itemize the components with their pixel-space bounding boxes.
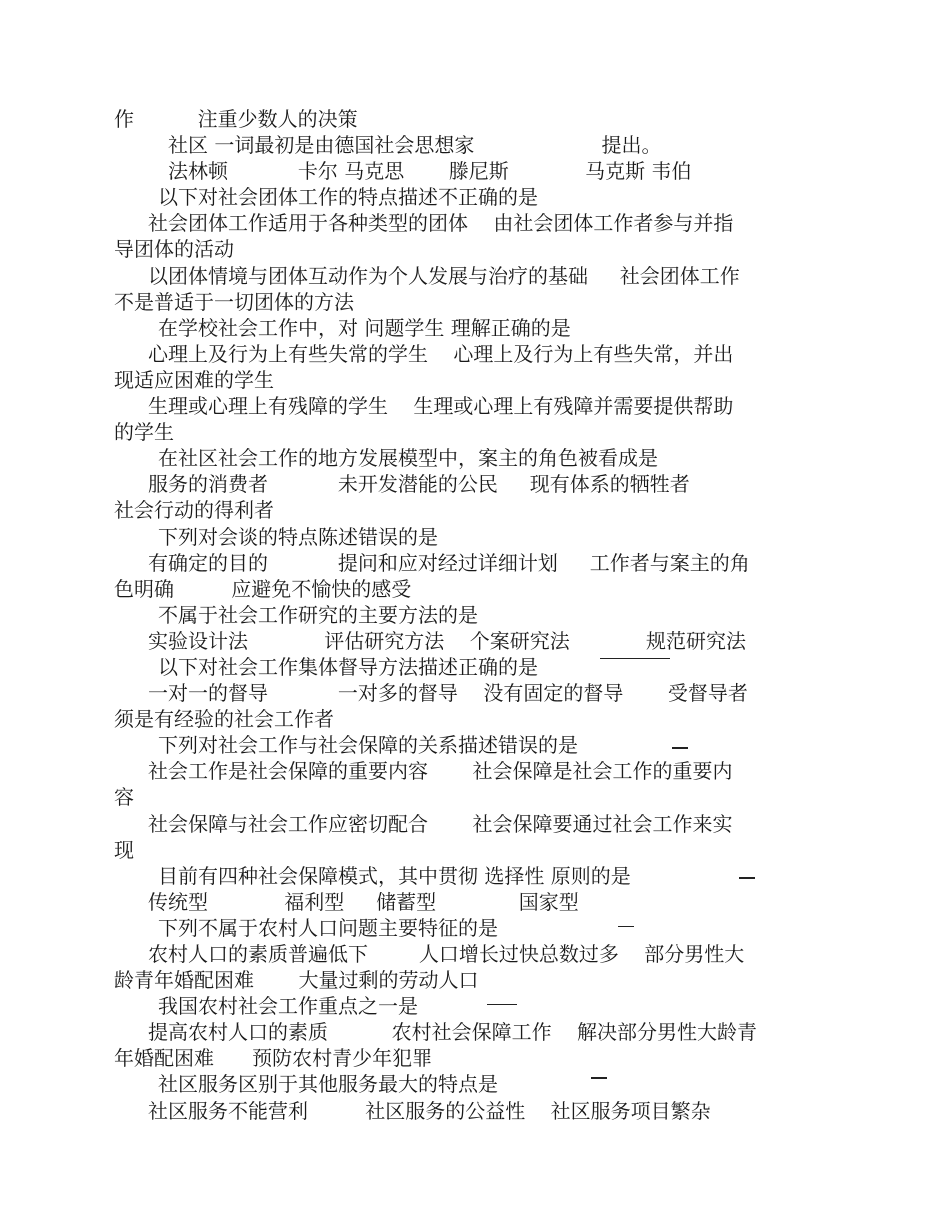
text-line: 现 (114, 837, 134, 862)
answer-options: 社会保障与社会工作应密切配合 社会保障要通过社会工作来实 (148, 811, 733, 836)
text-line: 容 (114, 785, 134, 810)
answer-options: 提高农村人口的素质 农村社会保障工作 解决部分男性大龄青 (148, 1020, 758, 1045)
answer-options: 心理上及行为上有些失常的学生 心理上及行为上有些失常，并出 (148, 341, 734, 366)
text-line: 社会行动的得利者 (114, 498, 274, 523)
answer-options: 传统型 福利型 储蓄型 国家型 (148, 889, 579, 914)
answer-options: 以团体情境与团体互动作为个人发展与治疗的基础 社会团体工作 (148, 263, 740, 288)
question-stem: 在学校社会工作中，对 问题学生 理解正确的是 (158, 315, 571, 340)
text-line: 作 注重少数人的决策 (114, 107, 358, 131)
answer-options: 生理或心理上有残障的学生 生理或心理上有残障并需要提供帮助 (148, 394, 734, 419)
answer-options: 社区服务不能营利 社区服务的公益性 社区服务项目繁杂 (148, 1098, 711, 1123)
question-stem: 以下对社会工作集体督导方法描述正确的是 (158, 654, 538, 679)
question-stem: 社区服务区别于其他服务最大的特点是 (158, 1072, 498, 1097)
question-stem: 目前有四种社会保障模式，其中贯彻 选择性 原则的是 (158, 863, 631, 888)
answer-options: 农村人口的素质普遍低下 人口增长过快总数过多 部分男性大 (148, 942, 745, 966)
stray-mark (672, 747, 688, 749)
text-line: 龄青年婚配困难 大量过剩的劳动人口 (114, 968, 479, 993)
question-text-block (114, 106, 834, 1124)
stray-mark (739, 877, 755, 879)
question-stem: 下列对会谈的特点陈述错误的是 (158, 524, 438, 549)
answer-options: 服务的消费者 未开发潜能的公民 现有体系的牺牲者 (148, 472, 690, 497)
stray-mark (618, 926, 634, 927)
text-line: 色明确 应避免不愉快的感受 (114, 576, 412, 601)
answer-options: 法林顿 卡尔 马克思 滕尼斯 马克斯 韦伯 (168, 159, 692, 184)
text-line: 导团体的活动 (114, 237, 234, 262)
text-line: 须是有经验的社会工作者 (114, 707, 334, 732)
text-line: 现适应困难的学生 (114, 367, 274, 392)
stray-mark (600, 658, 670, 659)
text-line: 的学生 (114, 420, 174, 445)
question-stem: 下列对社会工作与社会保障的关系描述错误的是 (158, 733, 578, 758)
text-line: 不是普适于一切团体的方法 (114, 289, 354, 314)
question-stem: 社区 一词最初是由德国社会思想家 提出。 (168, 133, 662, 158)
question-stem: 我国农村社会工作重点之一是 (158, 994, 418, 1019)
question-stem: 下列不属于农村人口问题主要特征的是 (158, 915, 498, 940)
stray-mark (487, 1004, 517, 1005)
question-stem: 不属于社会工作研究的主要方法的是 (158, 602, 478, 627)
answer-options: 有确定的目的 提问和应对经过详细计划 工作者与案主的角 (148, 550, 750, 575)
question-stem: 在社区社会工作的地方发展模型中，案主的角色被看成是 (158, 446, 658, 471)
question-stem: 以下对社会团体工作的特点描述不正确的是 (158, 185, 538, 210)
answer-options: 社会团体工作适用于各种类型的团体 由社会团体工作者参与并指 (148, 211, 734, 236)
text-line: 年婚配困难 预防农村青少年犯罪 (114, 1046, 433, 1071)
answer-options: 社会工作是社会保障的重要内容 社会保障是社会工作的重要内 (148, 759, 733, 784)
answer-options: 一对一的督导 一对多的督导 没有固定的督导 受督导者 (148, 681, 748, 706)
answer-options: 实验设计法 评估研究方法 个案研究法 规范研究法 (148, 628, 747, 653)
stray-mark (591, 1077, 607, 1079)
